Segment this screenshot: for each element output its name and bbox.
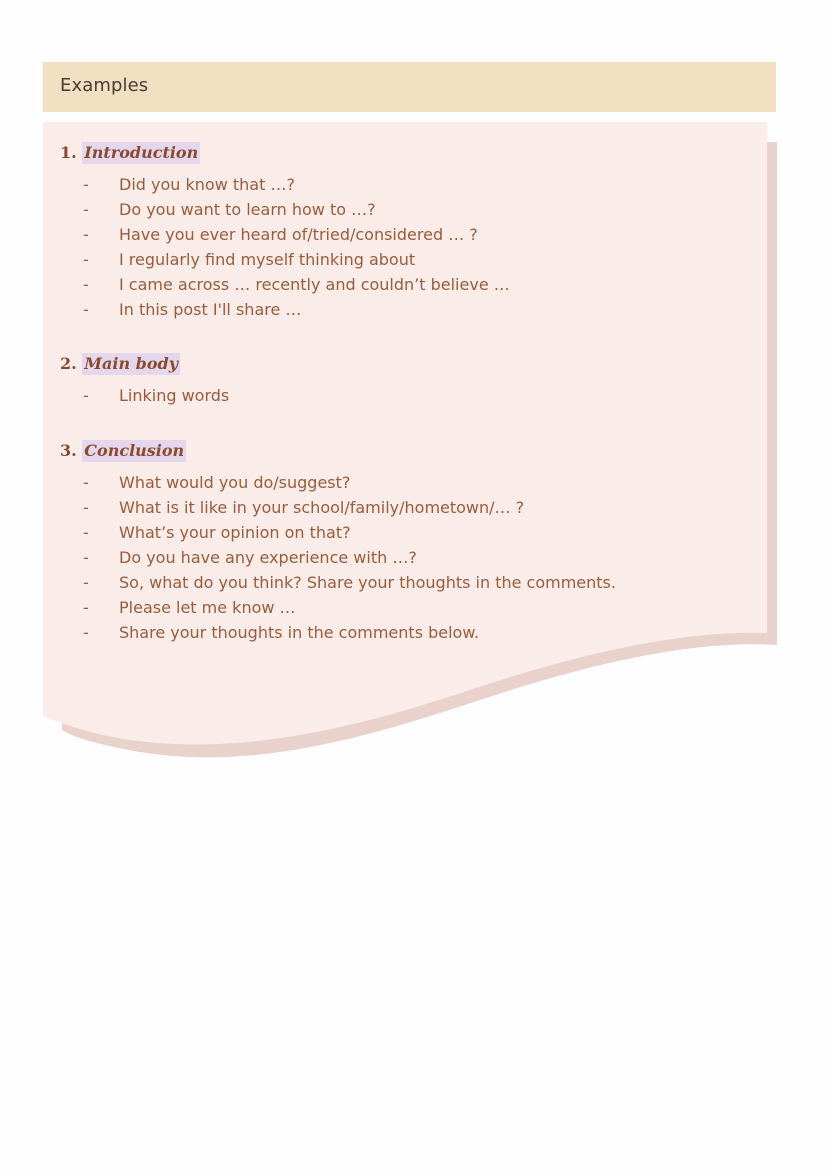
- section-title: Main body: [84, 354, 178, 373]
- bullet-dash: -: [83, 473, 89, 492]
- list-item-text: What is it like in your school/family/hometown/… ?: [119, 498, 525, 517]
- bullet-dash: -: [83, 200, 89, 219]
- bullet-dash: -: [83, 225, 89, 244]
- section-number: 1.: [60, 143, 77, 162]
- list-item-text: What would you do/suggest?: [119, 473, 351, 492]
- header-bar: [43, 62, 776, 112]
- list-item-text: I regularly find myself thinking about: [119, 250, 416, 269]
- list-item-text: What’s your opinion on that?: [119, 523, 351, 542]
- section-heading-introduction: [60, 143, 200, 162]
- bullet-dash: -: [83, 598, 89, 617]
- section-number: 2.: [60, 354, 77, 373]
- list-item-text: Do you want to learn how to …?: [119, 200, 376, 219]
- bullet-dash: -: [83, 386, 89, 405]
- list-item-text: In this post I'll share …: [119, 300, 302, 319]
- section-title: Introduction: [84, 143, 199, 162]
- bullet-dash: -: [83, 175, 89, 194]
- bullet-dash: -: [83, 523, 89, 542]
- bullet-dash: -: [83, 275, 89, 294]
- section-title: Conclusion: [84, 441, 185, 460]
- list-item-text: Did you know that …?: [119, 175, 295, 194]
- list-item-text: Have you ever heard of/tried/considered … ?: [119, 225, 478, 244]
- list-item-text: I came across … recently and couldn’t believe …: [119, 275, 510, 294]
- bullet-dash: -: [83, 548, 89, 567]
- list-item-text: Linking words: [119, 386, 230, 405]
- bullet-dash: -: [83, 573, 89, 592]
- section-number: 3.: [60, 441, 77, 460]
- bullet-dash: -: [83, 498, 89, 517]
- list-item-text: Please let me know …: [119, 598, 296, 617]
- bullet-dash: -: [83, 623, 89, 642]
- list-item-text: Share your thoughts in the comments below.: [119, 623, 480, 642]
- bullet-dash: -: [83, 300, 89, 319]
- bullet-dash: -: [83, 250, 89, 269]
- list-item-text: Do you have any experience with …?: [119, 548, 417, 567]
- section-heading-main-body: [60, 354, 180, 373]
- page-title: Examples: [60, 75, 149, 96]
- section-heading-conclusion: [60, 441, 186, 460]
- list-item-text: So, what do you think? Share your thoughts in the comments.: [119, 573, 616, 592]
